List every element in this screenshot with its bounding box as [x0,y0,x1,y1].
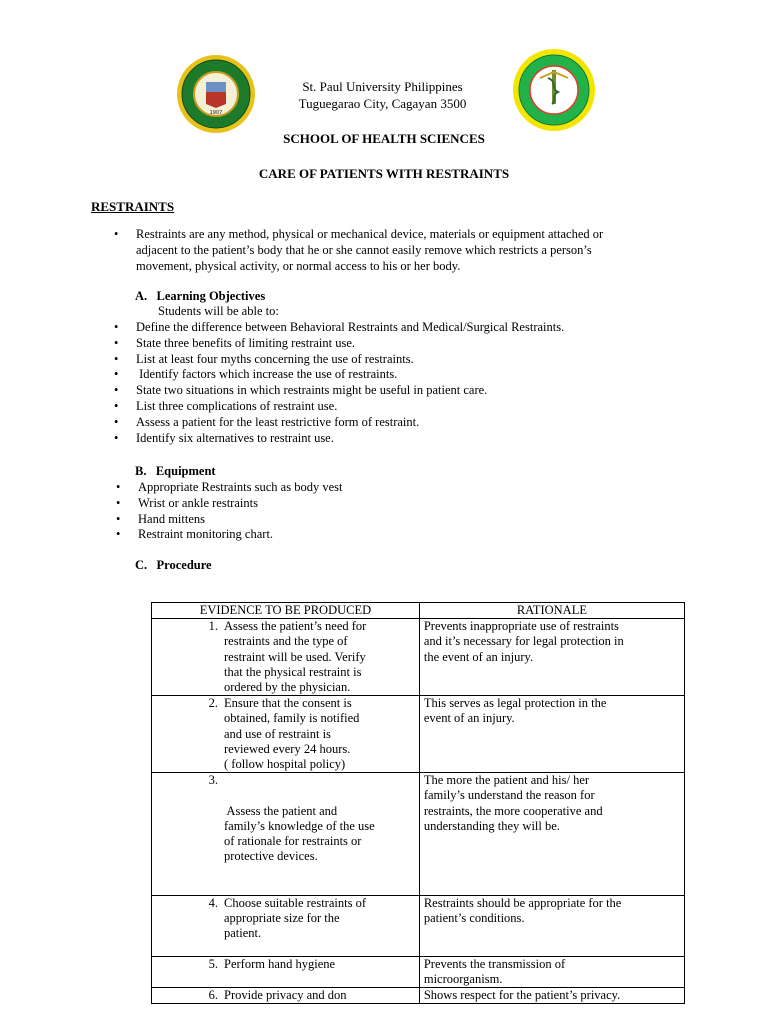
list-item: • Define the difference between Behavioral Restraints and Medical/Surgical Restraints. [114,320,565,334]
list-item: • Identify six alternatives to restraint use. [114,430,334,445]
list-item: • Restraint monitoring chart. [116,527,274,542]
table-row [152,988,685,1004]
objectives-list [114,320,714,446]
objectives-intro: Students will be able to: [158,304,279,318]
list-item: • Identify factors which increase the use of restraints. [114,367,398,382]
bullet-icon: • [116,527,121,542]
evidence-cell: 6. Provide privacy and don [152,988,420,1004]
bullet-icon: • [114,227,119,241]
list-item: • List three complications of restraint use. [114,398,338,413]
page-title: CARE OF PATIENTS WITH RESTRAINTS [258,166,510,181]
column-header-rationale: RATIONALE [419,603,684,619]
procedure-table [151,602,685,1004]
bullet-icon: • [114,320,119,334]
definition-paragraph [114,226,674,274]
definition-line: adjacent to the patient’s body that he or she cannot easily remove which restricts a person’s [136,243,592,257]
rationale-cell: This serves as legal protection in the event of an injury. [419,696,684,773]
table-row [152,956,685,987]
evidence-cell: 5. Perform hand hygiene [152,956,420,987]
bullet-icon: • [116,480,121,494]
table-row [152,619,685,696]
rationale-cell: Restraints should be appropriate for the patient’s conditions. [419,895,684,956]
school-name: SCHOOL OF HEALTH SCIENCES [283,131,485,146]
list-item: • Assess a patient for the least restrictive form of restraint. [114,414,420,429]
objectives-heading: A. Learning Objectives [135,289,266,303]
table-row [152,696,685,773]
bullet-icon: • [114,383,119,398]
university-address: Tuguegarao City, Cagayan 3500 [298,95,467,111]
list-item: • State two situations in which restraints might be useful in patient care. [114,383,488,398]
evidence-cell: 4. Choose suitable restraints of appropriate size for the patient. [152,895,420,956]
table-header-row [152,603,685,619]
column-header-evidence: EVIDENCE TO BE PRODUCED [152,603,420,619]
list-item: • Hand mittens [116,511,206,526]
bullet-icon: • [114,430,119,445]
university-name: St. Paul University Philippines [302,79,463,94]
list-item: • State three benefits of limiting restraint use. [114,335,356,350]
table-row [152,773,685,896]
procedure-heading: C. Procedure [135,558,212,572]
list-item: • Wrist or ankle restraints [116,495,258,510]
rationale-cell: Prevents the transmission of microorganism. [419,956,684,987]
list-item: • Appropriate Restraints such as body vest [116,480,343,494]
table-row [152,895,685,956]
bullet-icon: • [114,367,119,382]
equipment-heading: B. Equipment [135,464,216,478]
bullet-icon: • [114,335,119,350]
definition-line: Restraints are any method, physical or mechanical device, materials or equipment attached or [136,227,604,241]
svg-text:1907: 1907 [209,110,223,116]
school-of-health-sciences-logo [512,48,596,132]
evidence-cell: 1. Assess the patient’s need for restraints and the type of restraint will be used. Verify that the physical restraint is ordered by the physician. [152,619,420,696]
list-item: • List at least four myths concerning the use of restraints. [114,351,414,366]
evidence-cell: 3. Assess the patient and family’s knowledge of the use of rationale for restraints or protective devices. [152,773,420,896]
rationale-cell: Shows respect for the patient’s privacy. [419,988,684,1004]
rationale-cell: Prevents inappropriate use of restraints and it’s necessary for legal protection in the event of an injury. [419,619,684,696]
rationale-cell: The more the patient and his/ her family’s understand the reason for restraints, the more cooperative and understanding they will be. [419,773,684,896]
bullet-icon: • [114,351,119,366]
definition-line: movement, physical activity, or normal access to his or her body. [136,259,461,273]
bullet-icon: • [114,414,119,429]
bullet-icon: • [116,511,121,526]
evidence-cell: 2. Ensure that the consent is obtained, family is notified and use of restraint is reviewed every 24 hours. ( follow hospital policy) [152,696,420,773]
university-seal-logo [176,54,256,134]
equipment-list [116,480,516,543]
bullet-icon: • [114,398,119,413]
section-heading: RESTRAINTS [91,199,175,214]
bullet-icon: • [116,495,121,510]
